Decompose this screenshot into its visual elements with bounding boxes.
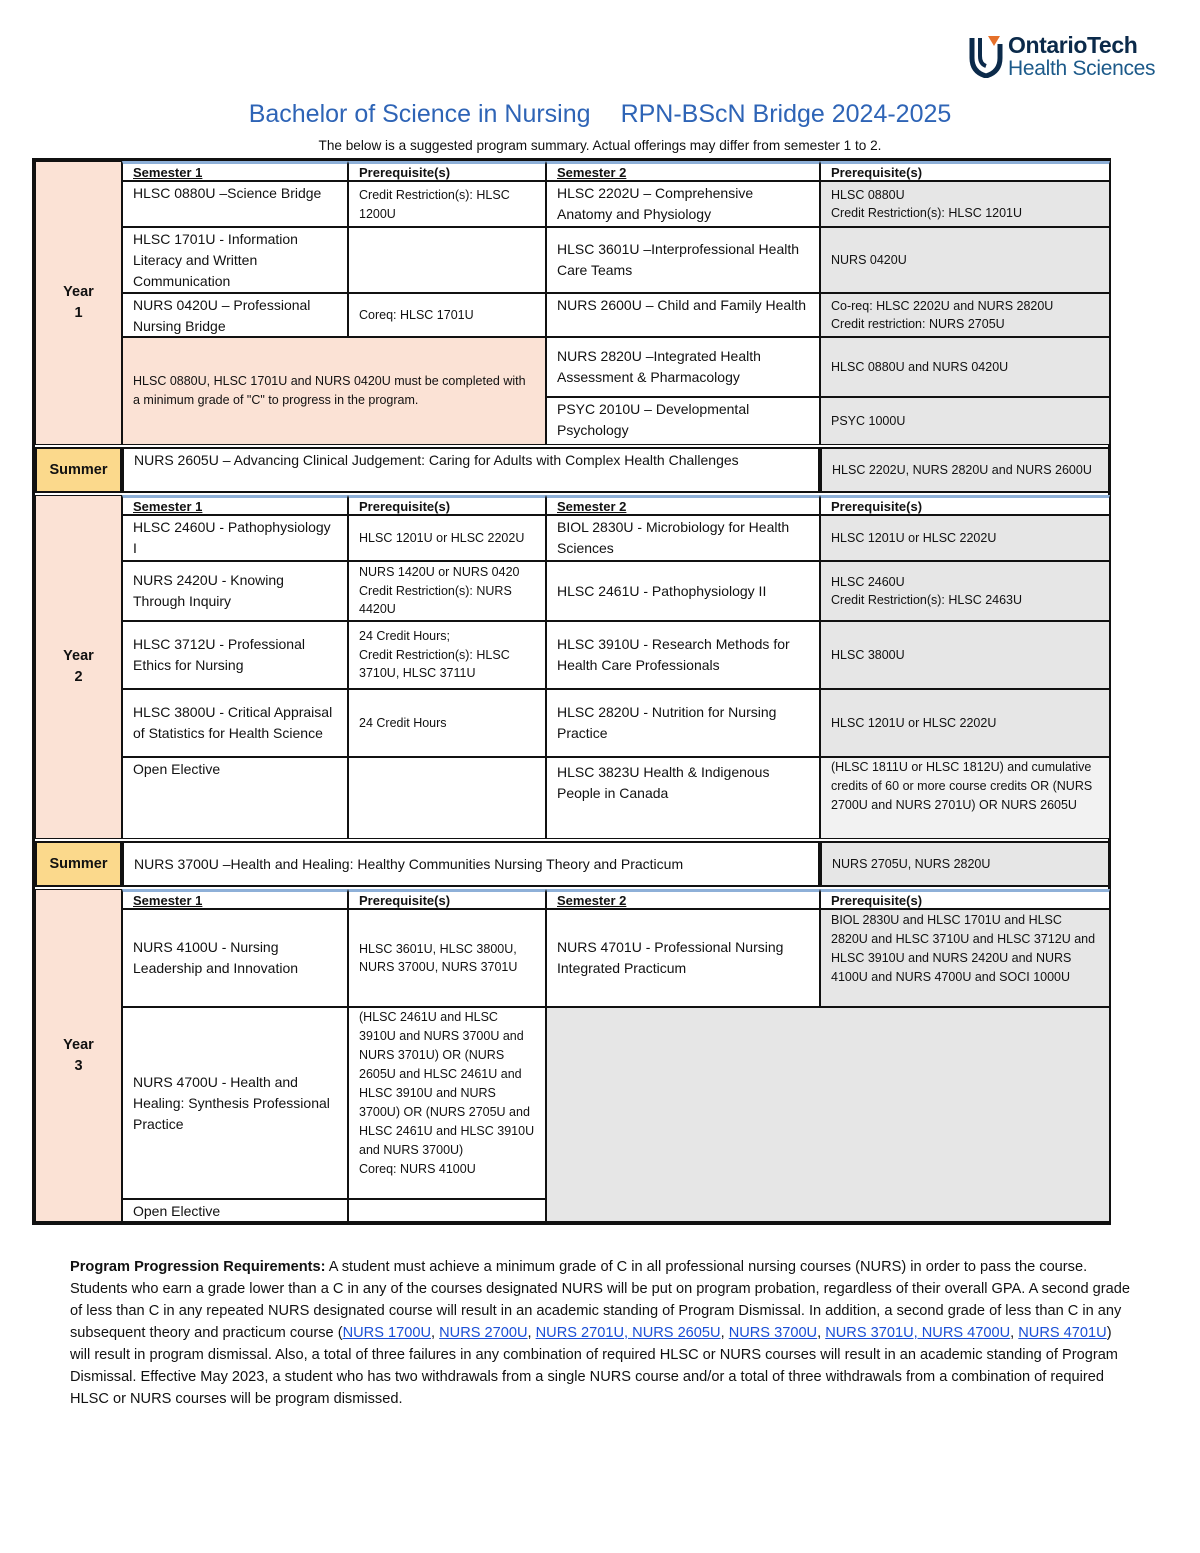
prereq-biol-2830u: HLSC 1201U or HLSC 2202U bbox=[820, 515, 1110, 561]
ontario-tech-logo bbox=[968, 32, 1168, 82]
course-nurs-4701u: NURS 4701U - Professional Nursing Integrated Practicum bbox=[546, 909, 820, 1007]
year-1-label: Year 1 bbox=[35, 161, 122, 445]
course-hlsc-2460u: HLSC 2460U - Pathophysiology I bbox=[122, 515, 348, 561]
course-biol-2830u: BIOL 2830U - Microbiology for Health Sciences bbox=[546, 515, 820, 561]
year1-sem2-prereq-header: Prerequisite(s) bbox=[820, 161, 1110, 181]
progression-text-2: ) will result in program dismissal. Also, a total of three failures in any combination of required HLSC or NURS courses will result in an academic standing of Program Dismissal. Effective May 2023, a student who has two withdrawals from a single NURS course and/or a total of three withdrawals from a combination of required HLSC or NURS courses will be program dismissed. bbox=[70, 1325, 1118, 1407]
prereq-hlsc-3910u: HLSC 3800U bbox=[820, 621, 1110, 689]
title-program: RPN-BScN Bridge 2024-2025 bbox=[620, 100, 952, 128]
course-hlsc-3800u: HLSC 3800U - Critical Appraisal of Statistics for Health Science bbox=[122, 689, 348, 757]
course-nurs-2600u: NURS 2600U – Child and Family Health bbox=[546, 293, 820, 337]
year3-empty-block bbox=[546, 1007, 1110, 1222]
link-nurs-2700u[interactable]: NURS 2700U bbox=[439, 1325, 528, 1341]
prereq-nurs-3700u: NURS 2705U, NURS 2820U bbox=[820, 841, 1110, 887]
course-nurs-3700u: NURS 3700U –Health and Healing: Healthy Communities Nursing Theory and Practicum bbox=[122, 841, 820, 887]
summer-2-label: Summer bbox=[35, 841, 122, 887]
link-nurs-1700u[interactable]: NURS 1700U bbox=[342, 1325, 431, 1341]
prereq-open-elective-y3 bbox=[348, 1199, 546, 1222]
course-hlsc-2820u: HLSC 2820U - Nutrition for Nursing Practice bbox=[546, 689, 820, 757]
prereq-hlsc-3712u: 24 Credit Hours; Credit Restriction(s): HLSC 3710U, HLSC 3711U bbox=[348, 621, 546, 689]
course-hlsc-3823u: HLSC 3823U Health & Indigenous People in Canada bbox=[546, 757, 820, 839]
title-degree: Bachelor of Science in Nursing bbox=[248, 100, 591, 128]
prereq-psyc-2010u: PSYC 1000U bbox=[820, 397, 1110, 445]
year2-sem1-header: Semester 1 bbox=[122, 495, 348, 515]
prereq-hlsc-1701u bbox=[348, 227, 546, 293]
year-2-label: Year 2 bbox=[35, 495, 122, 839]
prereq-hlsc-2461u: HLSC 2460U Credit Restriction(s): HLSC 2463U bbox=[820, 561, 1110, 621]
prereq-hlsc-3800u: 24 Credit Hours bbox=[348, 689, 546, 757]
year3-sem2-header: Semester 2 bbox=[546, 889, 820, 909]
course-hlsc-1701u: HLSC 1701U - Information Literacy and Written Communication bbox=[122, 227, 348, 293]
course-open-elective-y3: Open Elective bbox=[122, 1199, 348, 1222]
progression-requirements: Program Progression Requirements: A student must achieve a minimum grade of C in all professional nursing courses (NURS) in order to pass the course. Students who earn a grade lower than a C in any of the courses designated NURS will be put on program probation, regardless of their overall GPA. A second grade of less than C in any repeated NURS designated course will result in an academic standing of Program Dismissal. In addition, a second grade of less than C in any subsequent theory and practicum course (NURS 1700U, NURS 2700U, NURS 2701U, NURS 2605U, NURS 3700U, NURS 3701U, NURS 4700U, NURS 4701U) will result in program dismissal. Also, a total of three failures in any combination of required HLSC or NURS courses will result in an academic standing of Program Dismissal. Effective May 2023, a student who has two withdrawals from a single NURS course and/or a total of three withdrawals from a combination of required HLSC or NURS courses will be program dismissed. bbox=[70, 1259, 1131, 1407]
course-nurs-2605u: NURS 2605U – Advancing Clinical Judgement: Caring for Adults with Complex Health Challenges bbox=[122, 447, 820, 493]
prereq-nurs-2420u: NURS 1420U or NURS 0420 Credit Restriction(s): NURS 4420U bbox=[348, 561, 546, 621]
year2-sem1-prereq-header: Prerequisite(s) bbox=[348, 495, 546, 515]
prereq-nurs-2600u: Co-req: HLSC 2202U and NURS 2820U Credit restriction: NURS 2705U bbox=[820, 293, 1110, 337]
progression-text-1: A student must achieve a minimum grade of C in all professional nursing courses (NURS) in order to pass the course. Students who earn a grade lower than a C in any of the courses designated NURS will be put on program probation, regardless of their overall GPA. A second grade of less than C in any repeated NURS designated course will result in an academic standing of Program Dismissal. In addition, a second grade of less than C in any subsequent theory and practicum course ( bbox=[70, 1259, 1131, 1341]
course-hlsc-3601u: HLSC 3601U –Interprofessional Health Care Teams bbox=[546, 227, 820, 293]
course-psyc-2010u: PSYC 2010U – Developmental Psychology bbox=[546, 397, 820, 445]
prereq-hlsc-0880u: Credit Restriction(s): HLSC 1200U bbox=[348, 181, 546, 227]
prereq-hlsc-2460u: HLSC 1201U or HLSC 2202U bbox=[348, 515, 546, 561]
link-nurs-3700u[interactable]: NURS 3700U bbox=[728, 1325, 818, 1341]
course-nurs-2820u: NURS 2820U –Integrated Health Assessment & Pharmacology bbox=[546, 337, 820, 397]
year1-sem2-header: Semester 2 bbox=[546, 161, 820, 181]
year-3-label: Year 3 bbox=[35, 889, 122, 1222]
prereq-nurs-4100u: HLSC 3601U, HLSC 3800U, NURS 3700U, NURS 3701U bbox=[348, 909, 546, 1007]
course-nurs-4100u: NURS 4100U - Nursing Leadership and Innovation bbox=[122, 909, 348, 1007]
year3-sem2-prereq-header: Prerequisite(s) bbox=[820, 889, 1110, 909]
page-subtitle: The below is a suggested program summary. Actual offerings may differ from semester 1 to 2. bbox=[318, 138, 882, 153]
link-nurs-2701u-2605u[interactable]: NURS 2701U, NURS 2605U bbox=[535, 1325, 721, 1341]
course-hlsc-2202u: HLSC 2202U – Comprehensive Anatomy and Physiology bbox=[546, 181, 820, 227]
course-hlsc-3712u: HLSC 3712U - Professional Ethics for Nursing bbox=[122, 621, 348, 689]
progression-heading: Program Progression Requirements: bbox=[70, 1259, 326, 1275]
prereq-hlsc-2820u: HLSC 1201U or HLSC 2202U bbox=[820, 689, 1110, 757]
year3-sem1-header: Semester 1 bbox=[122, 889, 348, 909]
year2-sem2-header: Semester 2 bbox=[546, 495, 820, 515]
prereq-nurs-0420u: Coreq: HLSC 1701U bbox=[348, 293, 546, 337]
course-hlsc-0880u: HLSC 0880U –Science Bridge bbox=[122, 181, 348, 227]
prereq-nurs-2605u: HLSC 2202U, NURS 2820U and NURS 2600U bbox=[820, 447, 1110, 493]
program-plan-table bbox=[32, 158, 1111, 1225]
link-nurs-4701u[interactable]: NURS 4701U bbox=[1018, 1325, 1107, 1341]
logo-subtitle: Health Sciences bbox=[1008, 57, 1156, 80]
course-nurs-0420u: NURS 0420U – Professional Nursing Bridge bbox=[122, 293, 348, 337]
year2-sem2-prereq-header: Prerequisite(s) bbox=[820, 495, 1110, 515]
page-title bbox=[0, 100, 1200, 129]
prereq-hlsc-3823u: (HLSC 1811U or HLSC 1812U) and cumulative credits of 60 or more course credits OR (NURS 2700U and NURS 2701U) OR NURS 2605U bbox=[820, 757, 1110, 839]
prereq-open-elective-y2 bbox=[348, 757, 546, 839]
year3-sem1-prereq-header: Prerequisite(s) bbox=[348, 889, 546, 909]
course-open-elective-y2: Open Elective bbox=[122, 757, 348, 839]
year1-sem1-prereq-header: Prerequisite(s) bbox=[348, 161, 546, 181]
course-hlsc-2461u: HLSC 2461U - Pathophysiology II bbox=[546, 561, 820, 621]
year1-sem1-header: Semester 1 bbox=[122, 161, 348, 181]
shield-logo-icon bbox=[968, 34, 1004, 78]
prereq-hlsc-2202u: HLSC 0880U Credit Restriction(s): HLSC 1201U bbox=[820, 181, 1110, 227]
prereq-nurs-4700u: (HLSC 2461U and HLSC 3910U and NURS 3700U and NURS 3701U) OR (NURS 2605U and HLSC 2461U and HLSC 3910U and NURS 3700U) OR (NURS 2705U and HLSC 2461U and HLSC 3910U and NURS 3700U) Coreq: NURS 4100U bbox=[348, 1007, 546, 1199]
year1-progression-note: HLSC 0880U, HLSC 1701U and NURS 0420U must be completed with a minimum grade of "C" to progress in the program. bbox=[122, 337, 546, 445]
course-nurs-4700u: NURS 4700U - Health and Healing: Synthesis Professional Practice bbox=[122, 1007, 348, 1199]
course-nurs-2420u: NURS 2420U - Knowing Through Inquiry bbox=[122, 561, 348, 621]
logo-wordmark: OntarioTech bbox=[1008, 32, 1138, 58]
summer-1-label: Summer bbox=[35, 447, 122, 493]
prereq-nurs-4701u: BIOL 2830U and HLSC 1701U and HLSC 2820U and HLSC 3710U and HLSC 3712U and HLSC 3910U and NURS 2420U and NURS 4100U and NURS 4700U and SOCI 1000U bbox=[820, 909, 1110, 1007]
prereq-hlsc-3601u: NURS 0420U bbox=[820, 227, 1110, 293]
link-nurs-3701u-4700u[interactable]: NURS 3701U, NURS 4700U bbox=[825, 1325, 1011, 1341]
prereq-nurs-2820u: HLSC 0880U and NURS 0420U bbox=[820, 337, 1110, 397]
course-hlsc-3910u: HLSC 3910U - Research Methods for Health Care Professionals bbox=[546, 621, 820, 689]
